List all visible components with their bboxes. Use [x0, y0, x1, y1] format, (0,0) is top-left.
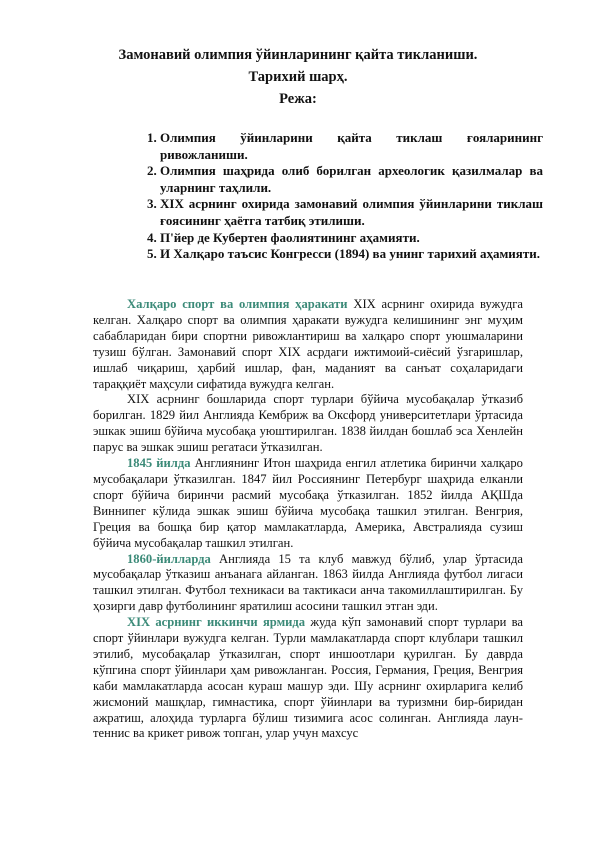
paragraph-lead: 1860-йилларда [127, 551, 211, 566]
title-block [0, 44, 596, 110]
paragraph-text: Англиянинг Итон шаҳрида енгил атлетика биринчи халқаро мусобақалари ўтказилган. 1847 йил Россиянинг Петербург шаҳрида елканли спорт бўйича биринчи расмий мусобақа ўтказилган. 1852 йилда АҚШда Виннипег кўлида эшкак эшиш бўйича мусобақа ташкил этилган. Венгрия, Греция ва бошқа бир қатор мамлакатларда, Америка, Австралияда сузиш бўйича мусобақалар ташкил этилган. [93, 456, 523, 550]
body-text [93, 297, 523, 742]
plan-heading: Режа: [279, 91, 317, 107]
paragraph [93, 615, 523, 742]
paragraph [93, 456, 523, 551]
paragraph-lead: Халқаро спорт ва олимпия ҳаракати [127, 297, 348, 311]
paragraph-text: XIX асрнинг охирида вужудга келган. Халқаро спорт ва олимпия ҳаракати вужудга келишининг энг муҳим сабабларидан бири спортни ривожлантириш ва халқаро спорт уюшмаларини тузиш бўлган. Замонавий спорт XIX асрдаги ижтимоий-сиёсий ўзгаришлар, ишлаб чиқариш, ҳарбий ишлар, фан, маданият ва санъат соҳаларидаги тараққиёт маҳсули сифатида вужудга келган. [93, 297, 524, 391]
main-title: Замонавий олимпия ўйинларининг қайта тикланиши. [118, 47, 478, 63]
paragraph-lead: 1845 йилда [127, 456, 191, 471]
paragraph-text: Англияда 15 та клуб мавжуд бўлиб, улар ўртасида мусобақалар ўтказиш анъанага айланган. 1863 йилда Англияда футбол лигаси ташкил этилган. Футбол техникаси ва тактикаси анча такомиллаштирилган. Бу ҳозирги давр футболининг яратилиш асосини ташкил этган эди. [93, 551, 523, 614]
plan-item: 2. Олимпия шаҳрида олиб борилган археологик қазилмалар ва уларнинг таҳлили. [160, 163, 543, 196]
paragraph-text: жуда кўп замонавий спорт турлари ва спорт ўйинлари вужудга келган. Турли мамлакатларда спорт клублари ташкил этилиб, мусобақалар ўтказилган, спорт иншоотлари қурилган. Бу даврда кўпгина спорт ўйинлари ҳам ривожланган. Россия, Германия, Греция, Венгрия каби мамлакатларда асосан кураш машур эди. Шу асрнинг охирларига келиб жисмоний машқлар, гимнастика, спорт ўйинлари ва туризмни бир-биридан ажратиш, алоҳида турларга бўлиш тизимига асос солинган. Англияда лаун-теннис ва крикет ривож топган, улар учун махсус [93, 615, 523, 741]
paragraph [93, 552, 523, 616]
subtitle: Тарихий шарҳ. [248, 69, 348, 85]
plan-list [140, 130, 543, 263]
plan-item: 1. Олимпия ўйинларини қайта тиклаш ғояларининг ривожланиши. [160, 130, 543, 163]
paragraph [93, 297, 523, 392]
paragraph-text: XIX асрнинг бошларида спорт турлари бўйича мусобақалар ўтказиб борилган. 1829 йил Англияда Кембриж ва Оксфорд университетлари ўртасида эшкак эшиш бўйича мусобақа уюштирилган. 1838 йилдан бошлаб эса Хенлейн парус ва эшкак эшиш регатаси ўтказилган. [93, 392, 523, 455]
paragraph-lead: XIX асрнинг иккинчи ярмида [127, 615, 306, 630]
plan-item: 4. П'йер де Кубертен фаолиятининг аҳамияти. [160, 230, 543, 247]
plan-item: 3. XIX асрнинг охирида замонавий олимпия ўйинларини тиклаш ғоясининг ҳаётга татбиқ этилиши. [160, 196, 543, 229]
plan-item: 5. И Халқаро таъсис Конгресси (1894) ва унинг тарихий аҳамияти. [160, 246, 543, 263]
paragraph [93, 392, 523, 456]
